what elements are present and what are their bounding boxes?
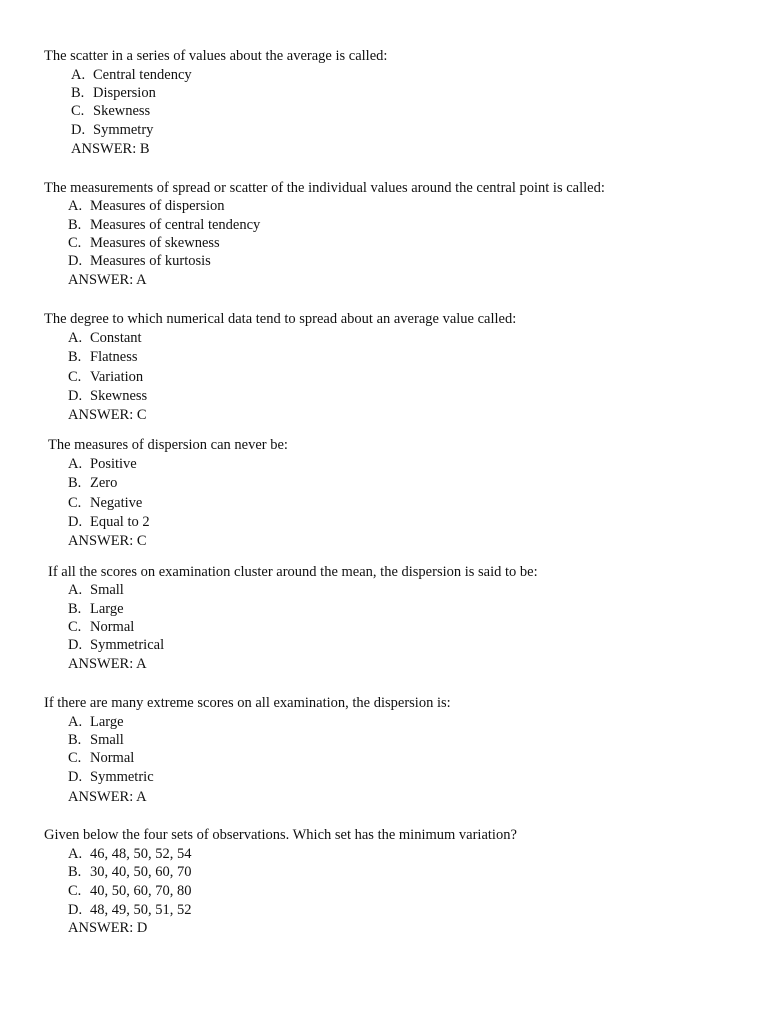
option-text: Variation <box>90 369 144 385</box>
option-text: 48, 49, 50, 51, 52 <box>90 902 192 918</box>
option-d <box>68 252 211 270</box>
option-letter: C. <box>68 235 82 251</box>
answer-line: ANSWER: A <box>68 789 147 805</box>
option-text: Measures of dispersion <box>90 198 225 214</box>
option-b <box>68 731 124 749</box>
option-d <box>71 121 153 139</box>
option-a <box>71 66 192 84</box>
option-letter: D. <box>68 769 83 785</box>
option-letter: B. <box>68 475 82 491</box>
option-a <box>68 581 124 599</box>
option-text: Normal <box>90 619 135 635</box>
option-c <box>68 882 192 900</box>
option-text: Symmetric <box>90 769 154 785</box>
option-c <box>68 618 134 636</box>
option-c <box>71 102 150 120</box>
option-letter: A. <box>68 330 83 346</box>
option-text: Small <box>90 732 124 748</box>
option-letter: C. <box>68 369 82 385</box>
option-text: Central tendency <box>93 67 192 83</box>
option-d <box>68 636 164 654</box>
option-text: Large <box>90 601 124 617</box>
option-b <box>71 84 156 102</box>
option-letter: B. <box>68 601 82 617</box>
option-a <box>68 329 142 347</box>
option-text: Flatness <box>90 349 138 365</box>
option-c <box>68 749 134 767</box>
option-a <box>68 845 192 863</box>
option-d <box>68 387 147 405</box>
option-text: Large <box>90 714 124 730</box>
option-letter: A. <box>68 456 83 472</box>
option-text: Symmetrical <box>90 637 165 653</box>
option-b <box>68 474 117 492</box>
option-letter: B. <box>68 349 82 365</box>
option-letter: A. <box>68 582 83 598</box>
option-letter: D. <box>68 388 83 404</box>
option-letter: B. <box>71 85 85 101</box>
option-letter: C. <box>71 103 85 119</box>
answer-line: ANSWER: B <box>71 141 150 157</box>
option-text: Skewness <box>93 103 151 119</box>
option-text: Normal <box>90 750 135 766</box>
option-letter: B. <box>68 217 82 233</box>
question-text: The degree to which numerical data tend to spread about an average value called: <box>44 311 517 327</box>
question-text: If there are many extreme scores on all examination, the dispersion is: <box>44 695 451 711</box>
option-letter: C. <box>68 619 82 635</box>
option-b <box>68 348 138 366</box>
option-text: Symmetry <box>93 122 154 138</box>
option-letter: C. <box>68 883 82 899</box>
option-text: Measures of skewness <box>90 235 220 251</box>
question-text: The measurements of spread or scatter of the individual values around the central point is called: <box>44 180 605 196</box>
answer-line: ANSWER: A <box>68 272 147 288</box>
answer-line: ANSWER: D <box>68 920 148 936</box>
option-letter: D. <box>68 637 83 653</box>
option-letter: A. <box>68 714 83 730</box>
option-a <box>68 713 124 731</box>
option-b <box>68 216 260 234</box>
option-text: Measures of kurtosis <box>90 253 211 269</box>
question-text: The scatter in a series of values about the average is called: <box>44 48 388 64</box>
option-b <box>68 863 192 881</box>
option-text: Measures of central tendency <box>90 217 261 233</box>
option-c <box>68 494 142 512</box>
option-text: 46, 48, 50, 52, 54 <box>90 846 192 862</box>
option-letter: A. <box>68 846 83 862</box>
option-text: Small <box>90 582 124 598</box>
question-text: The measures of dispersion can never be: <box>48 437 288 453</box>
option-text: Positive <box>90 456 137 472</box>
option-letter: B. <box>68 732 82 748</box>
option-letter: D. <box>68 253 83 269</box>
option-letter: C. <box>68 750 82 766</box>
option-d <box>68 768 154 786</box>
option-letter: A. <box>71 67 86 83</box>
option-a <box>68 455 137 473</box>
option-letter: B. <box>68 864 82 880</box>
option-text: Dispersion <box>93 85 156 101</box>
option-text: Constant <box>90 330 142 346</box>
option-letter: C. <box>68 495 82 511</box>
option-c <box>68 368 143 386</box>
question-text: Given below the four sets of observations. Which set has the minimum variation? <box>44 827 517 843</box>
option-text: 30, 40, 50, 60, 70 <box>90 864 192 880</box>
option-d <box>68 901 192 919</box>
option-text: Negative <box>90 495 143 511</box>
option-text: Equal to 2 <box>90 514 150 530</box>
option-letter: D. <box>68 902 83 918</box>
option-letter: D. <box>68 514 83 530</box>
question-text: If all the scores on examination cluster around the mean, the dispersion is said to be: <box>48 564 538 580</box>
option-c <box>68 234 220 252</box>
option-letter: A. <box>68 198 83 214</box>
answer-line: ANSWER: A <box>68 656 147 672</box>
option-text: Skewness <box>90 388 148 404</box>
option-a <box>68 197 225 215</box>
option-text: 40, 50, 60, 70, 80 <box>90 883 192 899</box>
answer-line: ANSWER: C <box>68 533 147 549</box>
answer-line: ANSWER: C <box>68 407 147 423</box>
option-d <box>68 513 150 531</box>
option-text: Zero <box>90 475 118 491</box>
option-letter: D. <box>71 122 86 138</box>
option-b <box>68 600 124 618</box>
